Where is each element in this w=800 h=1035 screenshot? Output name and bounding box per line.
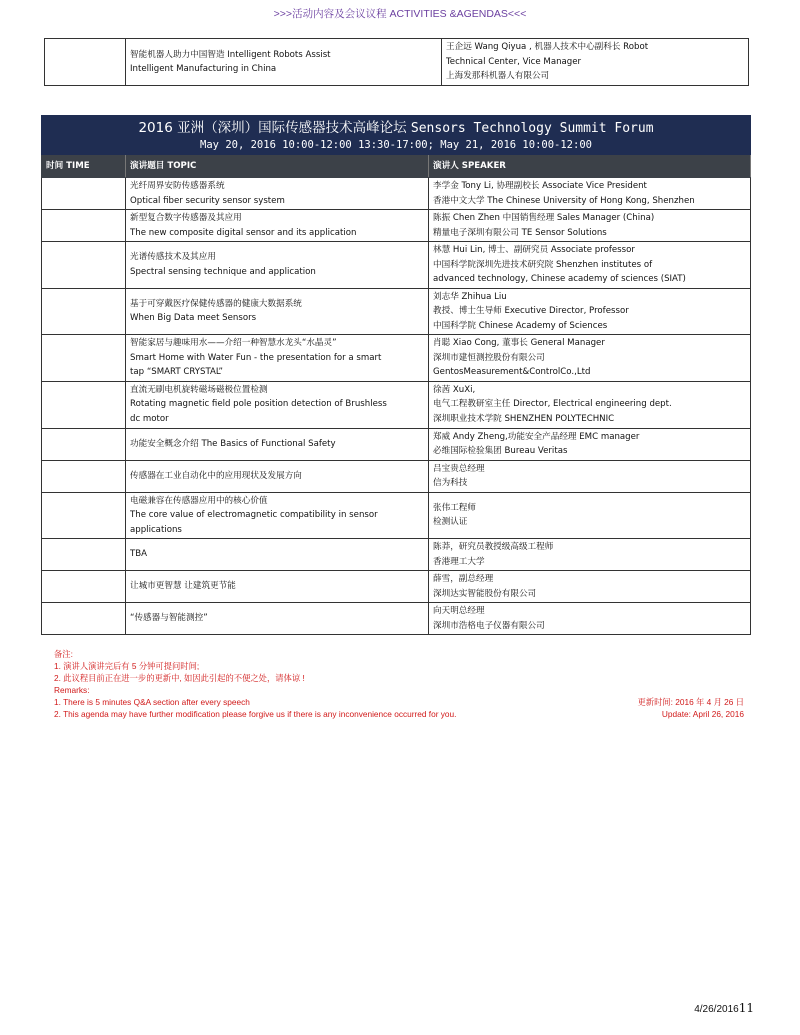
top-agenda-table <box>44 38 749 86</box>
table-row <box>42 381 751 428</box>
speaker-cell <box>429 288 751 335</box>
speaker-line: 信为科技 <box>433 478 468 488</box>
speaker-line: 刘志华 Zhihua Liu <box>433 291 507 302</box>
time-cell <box>42 178 126 210</box>
page-footer <box>694 1001 754 1015</box>
table-row <box>42 178 751 210</box>
table-row <box>42 603 751 635</box>
topic-line: 光纤周界安防传感器系统 <box>130 181 225 191</box>
table-row <box>42 428 751 460</box>
speaker-line: 王企远 Wang Qiyua , 机器人技术中心副科长 Robot <box>446 42 649 53</box>
topic-cell <box>126 603 429 635</box>
speaker-cell <box>429 539 751 571</box>
time-cell <box>42 539 126 571</box>
note-en-2-line <box>54 708 744 720</box>
note-en-1-line <box>54 696 744 708</box>
speaker-cell <box>429 571 751 603</box>
note-en-1: 1. There is 5 minutes Q&A section after every speech <box>54 697 250 707</box>
speaker-line: 李学金 Tony Li, 协理副校长 Associate Vice President <box>433 181 647 191</box>
speaker-line: 上海发那科机器人有限公司 <box>446 71 550 82</box>
speaker-line: 徐茜 XuXi, <box>433 384 476 395</box>
speaker-cell <box>429 381 751 428</box>
speaker-line: 精量电子深圳有限公司 TE Sensor Solutions <box>433 227 607 238</box>
topic-line: “传感器与智能测控” <box>130 613 208 624</box>
update-date-en: Update: April 26, 2016 <box>661 709 744 719</box>
speaker-cell <box>429 210 751 242</box>
speaker-line: advanced technology, Chinese academy of sciences (SIAT) <box>433 274 686 284</box>
speaker-line: 薛雪，副总经理 <box>433 574 494 584</box>
page-number: 11 <box>738 1001 754 1015</box>
topic-line: Optical fiber security sensor system <box>130 195 285 206</box>
topic-line: applications <box>130 524 182 535</box>
topic-line: tap “SMART CRYSTAL” <box>130 367 223 377</box>
table-row <box>42 335 751 382</box>
page-header: >>>活动内容及会议议程 ACTIVITIES &AGENDAS<<< <box>273 8 527 20</box>
speaker-line: 肖聪 Xiao Cong, 董事长 General Manager <box>433 338 605 348</box>
topic-line: Smart Home with Water Fun - the presentation for a smart <box>130 352 382 363</box>
table-row <box>42 492 751 539</box>
speaker-line: 香港中文大学 The Chinese University of Hong Kong, Shenzhen <box>433 195 695 206</box>
column-header-time: 时间 TIME <box>42 155 126 178</box>
notes-title: 备注: <box>54 649 73 659</box>
topic-line: Intelligent Manufacturing in China <box>130 64 277 74</box>
speaker-line: 陈莽，研究员教授级高级工程师 <box>433 542 554 552</box>
topic-cell <box>126 492 429 539</box>
topic-cell <box>126 178 429 210</box>
topic-line: 功能安全概念介绍 The Basics of Functional Safety <box>130 438 336 449</box>
speaker-line: 中国科学院深圳先进技术研究院 Shenzhen institutes of <box>433 259 653 270</box>
time-cell <box>42 335 126 382</box>
speaker-cell <box>429 492 751 539</box>
table-row <box>42 539 751 571</box>
time-cell <box>42 571 126 603</box>
time-cell <box>42 242 126 289</box>
topic-line: Spectral sensing technique and application <box>130 266 316 277</box>
topic-line: 新型复合数字传感器及其应用 <box>130 213 242 223</box>
time-cell <box>42 460 126 492</box>
note-en-2: 2. This agenda may have further modification please forgive us if there is any inconvenience occurred for you. <box>54 709 457 719</box>
topic-cell <box>126 571 429 603</box>
topic-cell <box>126 39 442 86</box>
topic-cell <box>126 428 429 460</box>
table-row <box>42 288 751 335</box>
topic-cell <box>126 335 429 382</box>
speaker-line: 香港理工大学 <box>433 556 485 567</box>
table-row <box>45 39 749 86</box>
speaker-line: 检测认证 <box>433 517 468 528</box>
topic-line: 智能家居与趣味用水——介绍一种智慧水龙头“水晶灵” <box>130 338 337 348</box>
footer-date: 4/26/2016 <box>694 1004 739 1015</box>
time-cell <box>42 210 126 242</box>
table-row <box>42 571 751 603</box>
forum-dates: May 20, 2016 10:00-12:00 13:30-17:00; May 21, 2016 10:00-12:00 <box>200 139 592 151</box>
speaker-line: 向天明总经理 <box>433 606 485 616</box>
topic-line: 直流无刷电机旋转磁场磁极位置检测 <box>130 384 268 395</box>
forum-title <box>42 119 750 138</box>
topic-cell <box>126 539 429 571</box>
table-row <box>42 460 751 492</box>
topic-line: The new composite digital sensor and its application <box>130 227 357 238</box>
forum-title-cn: 2016 亚洲（深圳）国际传感器技术高峰论坛 <box>138 120 407 136</box>
time-cell <box>42 428 126 460</box>
speaker-cell <box>429 460 751 492</box>
topic-cell <box>126 242 429 289</box>
topic-line: 智能机器人助力中国智造 Intelligent Robots Assist <box>130 49 331 60</box>
column-header-topic: 演讲题目 TOPIC <box>126 155 429 178</box>
speaker-line: 教授、博士生导师 Executive Director, Professor <box>433 306 629 316</box>
topic-line: The core value of electromagnetic compatibility in sensor <box>130 510 378 520</box>
remarks-title: Remarks: <box>54 685 90 695</box>
topic-line: 光谱传感技术及其应用 <box>130 252 216 263</box>
speaker-line: 林慧 Hui Lin, 博士、副研究员 Associate professor <box>433 245 635 255</box>
speaker-cell <box>429 428 751 460</box>
topic-line: TBA <box>130 549 148 560</box>
topic-line: Rotating magnetic field pole position detection of Brushless <box>130 399 387 410</box>
topic-line: dc motor <box>130 413 169 424</box>
topic-cell <box>126 460 429 492</box>
note-cn-2: 2. 此议程目前正在进一步的更新中, 如因此引起的不便之处，请体谅 ! <box>54 673 305 683</box>
topic-line: When Big Data meet Sensors <box>130 313 257 324</box>
speaker-cell <box>429 335 751 382</box>
speaker-line: 郑威 Andy Zheng,功能安全产品经理 EMC manager <box>433 431 640 442</box>
speaker-line: 深圳达实智能股份有限公司 <box>433 588 537 599</box>
forum-title-cell <box>42 116 751 155</box>
topic-cell <box>126 381 429 428</box>
speaker-cell <box>442 39 749 86</box>
time-cell <box>42 492 126 539</box>
column-header-speaker: 演讲人 SPEAKER <box>429 155 751 178</box>
time-cell <box>45 39 126 86</box>
topic-cell <box>126 288 429 335</box>
topic-line: 传感器在工业自动化中的应用现状及发展方向 <box>130 470 302 481</box>
time-cell <box>42 288 126 335</box>
speaker-line: 吕宝贵总经理 <box>433 463 485 474</box>
speaker-line: 深圳市建恒测控股份有限公司 <box>433 352 545 363</box>
speaker-line: GentosMeasurement&ControlCo.,Ltd <box>433 367 591 377</box>
topic-line: 基于可穿戴医疗保健传感器的健康大数据系统 <box>130 298 302 309</box>
speaker-line: 陈振 Chen Zhen 中国销售经理 Sales Manager (China) <box>433 213 655 223</box>
speaker-cell <box>429 242 751 289</box>
table-row <box>42 242 751 289</box>
table-row <box>42 210 751 242</box>
speaker-line: 必维国际检验集团 Bureau Veritas <box>433 446 568 456</box>
time-cell <box>42 381 126 428</box>
speaker-line: 深圳市浩格电子仪器有限公司 <box>433 620 545 631</box>
forum-title-en: Sensors Technology Summit Forum <box>410 121 654 136</box>
speaker-line: Technical Center, Vice Manager <box>446 56 582 67</box>
forum-agenda-table <box>41 115 751 635</box>
note-cn-1: 1. 演讲人演讲完后有 5 分钟可提问时间; <box>54 661 200 671</box>
column-header-row <box>42 155 751 178</box>
update-date-cn: 更新时间: 2016 年 4 月 26 日 <box>637 697 744 707</box>
speaker-cell <box>429 178 751 210</box>
notes-section <box>54 648 744 720</box>
topic-line: 电磁兼容在传感器应用中的核心价值 <box>130 495 268 506</box>
time-cell <box>42 603 126 635</box>
topic-line: 让城市更智慧 让建筑更节能 <box>130 581 236 592</box>
speaker-line: 电气工程教研室主任 Director, Electrical engineering dept. <box>433 399 672 410</box>
forum-title-row <box>42 116 751 155</box>
speaker-line: 深圳职业技术学院 SHENZHEN POLYTECHNIC <box>433 413 615 424</box>
speaker-line: 张伟工程师 <box>433 502 476 513</box>
speaker-line: 中国科学院 Chinese Academy of Sciences <box>433 320 608 331</box>
speaker-cell <box>429 603 751 635</box>
topic-cell <box>126 210 429 242</box>
